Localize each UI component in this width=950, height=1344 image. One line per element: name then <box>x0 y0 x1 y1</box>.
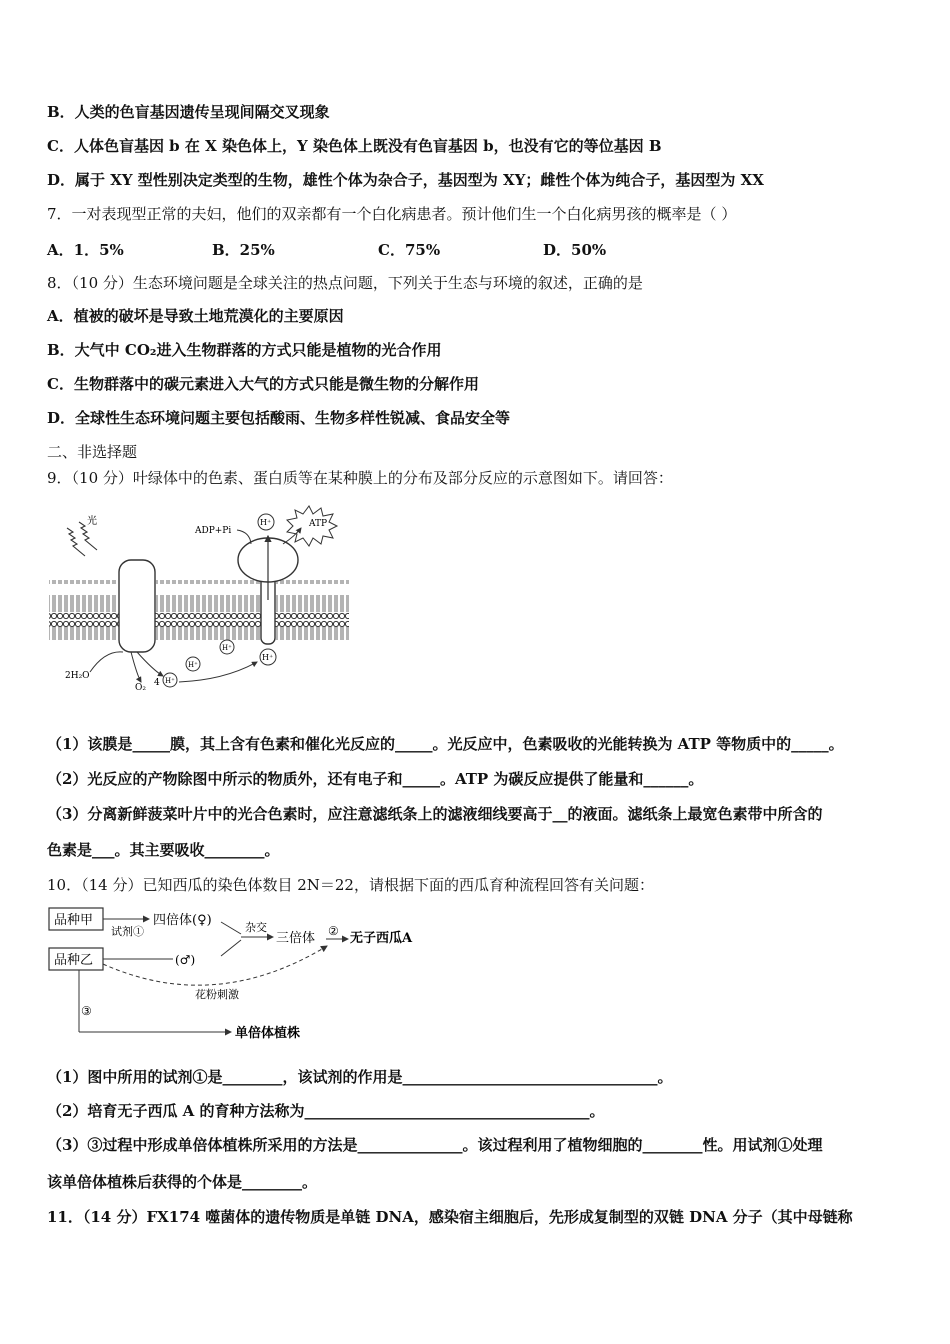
step-2-label: ② <box>328 924 339 938</box>
male-label: (♂) <box>175 953 196 967</box>
q6-option-d: D．属于 XY 型性别决定类型的生物，雄性个体为杂合子，基因型为 XY；雌性个体为纯合子，基因型为 XX <box>47 171 764 189</box>
variety-b-label: 品种乙 <box>54 953 94 968</box>
q6-option-c: C．人体色盲基因 b 在 X 染色体上，Y 染色体上既没有色盲基因 b，也没有它的等位基因 B <box>47 137 662 155</box>
q10-part1: （1）图中所用的试剂①是________，该试剂的作用是__________________________________。 <box>47 1068 673 1086</box>
variety-a-label: 品种甲 <box>54 913 94 928</box>
section-heading: 二、非选择题 <box>47 443 138 461</box>
cross-label: 杂交 <box>245 921 267 934</box>
thylakoid-membrane-diagram <box>45 500 365 700</box>
q8-option-d: D．全球性生态环境问题主要包括酸雨、生物多样性锐减、食品安全等 <box>47 409 511 427</box>
atp-label: ATP <box>309 519 328 529</box>
q8-option-b: B．大气中 CO₂进入生物群落的方式只能是植物的光合作用 <box>47 341 442 359</box>
q9-part3-line1: （3）分离新鲜菠菜叶片中的光合色素时，应注意滤纸条上的滤液细线要高于__的液面。滤纸条上最宽色素带中所含的 <box>47 805 823 823</box>
q8-stem: 8．（10 分）生态环境问题是全球关注的热点问题，下列关于生态与环境的叙述，正确的是 <box>47 274 643 292</box>
reagent-label: 试剂① <box>111 925 144 938</box>
h-plus-top: H⁺ <box>260 518 272 527</box>
q6-option-b: B．人类的色盲基因遗传呈现间隔交叉现象 <box>47 103 330 121</box>
seedless-watermelon-label: 无子西瓜A <box>350 931 413 946</box>
pollen-label: 花粉刺激 <box>195 988 239 1001</box>
q8-option-c: C．生物群落中的碳元素进入大气的方式只能是微生物的分解作用 <box>47 375 479 393</box>
q10-part2: （2）培育无子西瓜 A 的育种方法称为______________________________________。 <box>47 1102 605 1120</box>
oxygen-label: O₂ <box>135 683 146 693</box>
q7-option-d: D．50% <box>543 241 607 259</box>
q10-part3-line2: 该单倍体植株后获得的个体是________。 <box>47 1173 318 1191</box>
light-arrow <box>67 528 85 556</box>
q8-option-a: A．植被的破坏是导致土地荒漠化的主要原因 <box>47 307 344 325</box>
h-plus-bottom-1: H⁺ <box>165 677 175 685</box>
photosystem-protein <box>119 560 155 652</box>
q10-stem: 10．（14 分）已知西瓜的染色体数目 2N＝22，请根据下面的西瓜育种流程回答有关问题： <box>47 876 654 894</box>
q7-stem: 7．一对表现型正常的夫妇，他们的双亲都有一个白化病患者。预计他们生一个白化病男孩的概率是（ ） <box>47 205 737 223</box>
q7-option-a: A．1．5% <box>47 241 124 259</box>
q7-option-b: B．25% <box>212 241 275 259</box>
q9-part1: （1）该膜是_____膜，其上含有色素和催化光反应的_____。光反应中，色素吸收的光能转换为 ATP 等物质中的_____。 <box>47 735 844 753</box>
q10-part3-line1: （3）③过程中形成单倍体植株所采用的方法是______________。该过程利用了植物细胞的________性。用试剂①处理 <box>47 1136 823 1154</box>
q11-stem: 11．（14 分）FX174 噬菌体的遗传物质是单链 DNA，感染宿主细胞后，先形成复制型的双链 DNA 分子（其中母链称 <box>47 1208 853 1226</box>
water-label: 2H₂O <box>65 671 90 681</box>
pollen-stimulation-arrow <box>103 946 327 985</box>
tetraploid-label: 四倍体(♀) <box>153 913 212 928</box>
haploid-label: 单倍体植株 <box>235 1026 301 1041</box>
adp-pi-label: ADP+Pi <box>195 526 232 536</box>
step-3-label: ③ <box>81 1004 92 1018</box>
q7-option-c: C．75% <box>378 241 441 259</box>
four-label: 4 <box>154 678 160 688</box>
h-plus-bottom-4: H⁺ <box>262 653 274 662</box>
q9-stem: 9．（10 分）叶绿体中的色素、蛋白质等在某种膜上的分布及部分反应的示意图如下。请回答： <box>47 469 673 487</box>
light-label: 光 <box>87 516 97 527</box>
watermelon-breeding-diagram <box>45 904 445 1054</box>
h-plus-bottom-3: H⁺ <box>222 644 232 652</box>
q9-part3-line2: 色素是___。其主要吸收________。 <box>47 841 280 859</box>
lipid-bilayer <box>49 580 349 640</box>
triploid-label: 三倍体 <box>276 931 316 946</box>
h-plus-bottom-2: H⁺ <box>188 661 198 669</box>
q9-part2: （2）光反应的产物除图中所示的物质外，还有电子和_____。ATP 为碳反应提供了能量和______。 <box>47 770 704 788</box>
